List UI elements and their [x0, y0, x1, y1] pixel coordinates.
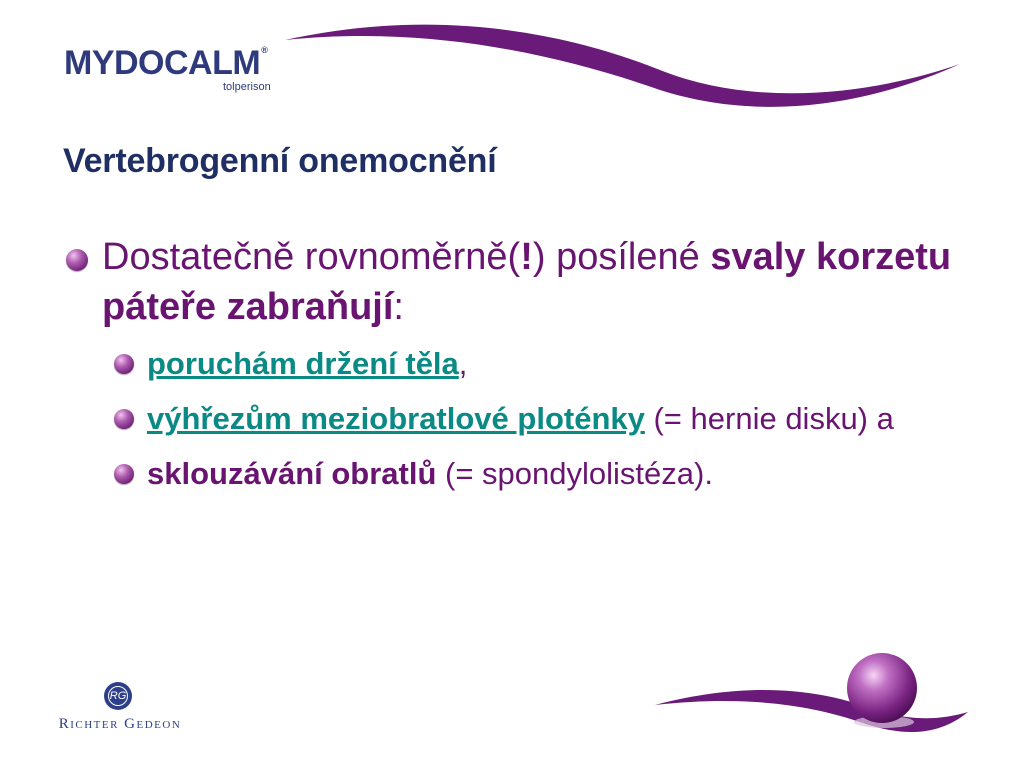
sphere-bullet-icon — [114, 354, 134, 374]
decorative-sphere — [847, 653, 917, 723]
sphere-bullet-icon — [66, 249, 88, 271]
top-swoosh — [285, 25, 960, 107]
link-poruchy-drzeni-tela[interactable]: poruchám držení těla — [147, 346, 459, 381]
sub-bullet-point — [66, 452, 966, 495]
slide-title: Vertebrogenní onemocnění — [63, 142, 497, 180]
slide-content — [66, 232, 966, 495]
logo-subtitle: tolperison — [223, 81, 271, 93]
main-bullet-point — [66, 232, 966, 332]
sub-point-bold: sklouzávání obratlů — [147, 456, 437, 491]
bottom-swoosh — [655, 690, 968, 732]
sub-point-rest: (= spondylolistéza). — [436, 456, 713, 491]
sub-point-rest: , — [458, 346, 468, 381]
sub-bullet-point — [66, 342, 966, 385]
main-point-exclaim: ! — [520, 236, 533, 278]
rg-monogram-icon — [104, 682, 132, 710]
richter-gedeon-logo — [50, 680, 190, 740]
main-point-bold: svaly korzetu páteře zabraňují — [102, 236, 952, 328]
main-point-intro: Dostatečně rovnoměrně( — [102, 236, 521, 278]
mydocalm-logo — [64, 36, 284, 98]
link-vyhrez-plotenky[interactable]: výhřezům meziobratlové ploténky — [147, 401, 645, 436]
sphere-bullet-icon — [114, 464, 134, 484]
main-point-mid: ) posílené — [532, 236, 711, 278]
rg-monogram: RG — [109, 690, 127, 702]
sub-bullet-point — [66, 397, 966, 440]
sphere-bullet-icon — [114, 409, 134, 429]
logo-wordmark — [64, 44, 267, 82]
sub-point-rest: (= hernie disku) a — [644, 401, 894, 436]
registered-mark: ® — [261, 45, 268, 55]
company-name: Richter Gedeon — [58, 716, 182, 732]
logo-name: MYDOCALM — [64, 44, 261, 82]
main-point-end: : — [393, 286, 404, 328]
